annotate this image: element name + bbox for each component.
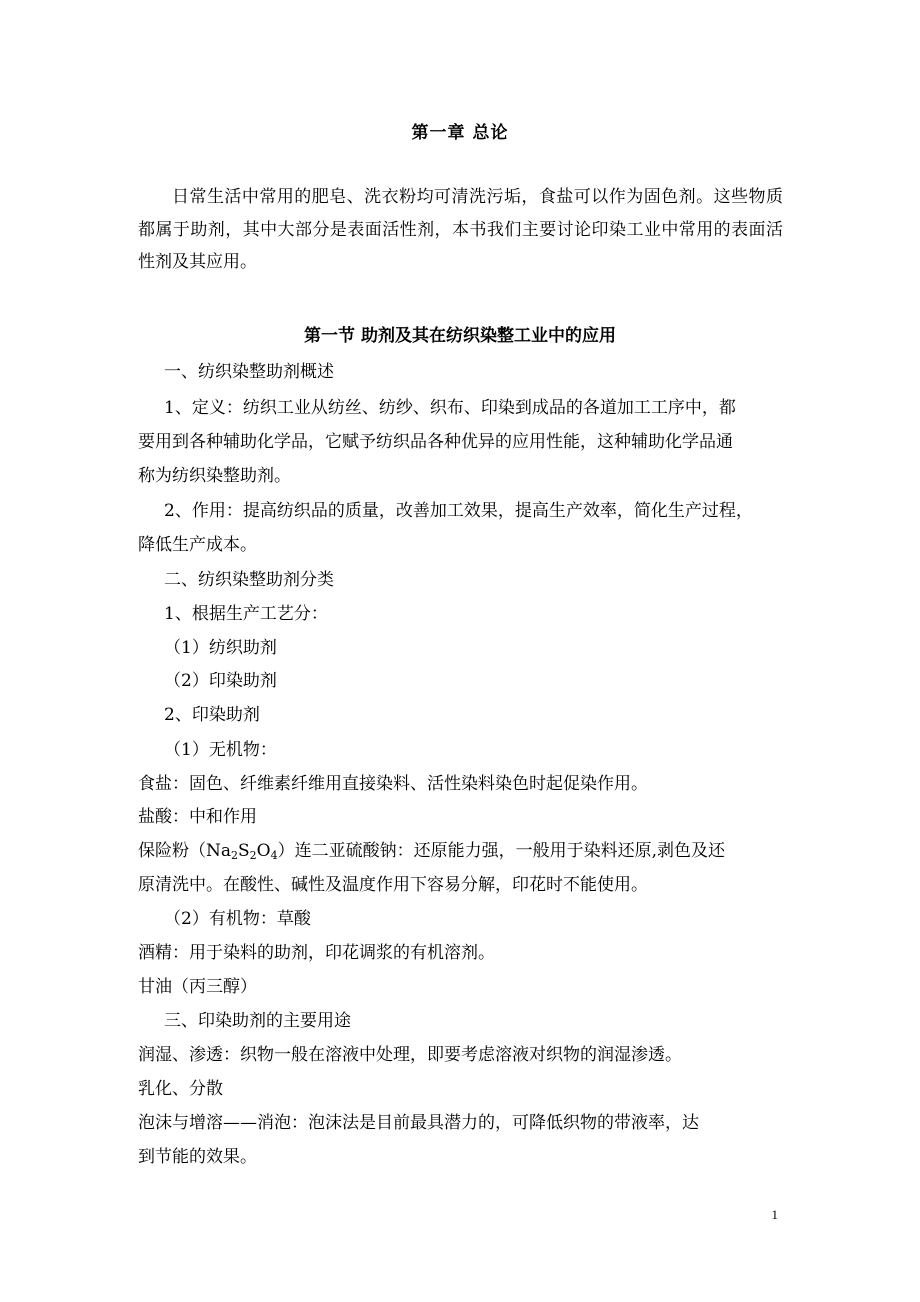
foam-line-2: 到节能的效果。 xyxy=(138,1147,257,1167)
class-textile-auxiliary: （1）纺织助剂 xyxy=(164,638,277,658)
hcl-line: 盐酸：中和作用 xyxy=(138,807,257,827)
chapter-title: 第一章 总论 xyxy=(411,123,509,143)
function-line-1: 2、作用：提高纺织品的质量，改善加工效果，提高生产效率，简化生产过程， xyxy=(164,501,753,521)
inorganic-heading: （1）无机物： xyxy=(164,740,277,760)
definition-line-3: 称为纺织染整助剂。 xyxy=(138,466,291,486)
function-line-2: 降低生产成本。 xyxy=(138,535,257,555)
wetting-line: 润湿、渗透：织物一般在溶液中处理，即要考虑溶液对织物的润湿渗透。 xyxy=(138,1045,682,1065)
definition-line-1: 1、定义：纺织工业从纺丝、纺纱、织布、印染到成品的各道加工工序中，都 xyxy=(164,398,736,418)
class-by-process: 1、根据生产工艺分： xyxy=(164,604,328,624)
heading-classification: 二、纺织染整助剂分类 xyxy=(164,570,334,590)
page-number: 1 xyxy=(771,1207,778,1222)
intro-paragraph: 日常生活中常用的肥皂、洗衣粉均可清洗污垢，食盐可以作为固色剂。这些物质都属于助剂，其中大部分是表面活性剂，本书我们主要讨论印染工业中常用的表面活性剂及其应用。 xyxy=(138,187,783,272)
sodium-dithionite-line-2: 原清洗中。在酸性、碱性及温度作用下容易分解，印花时不能使用。 xyxy=(138,875,648,895)
organic-heading: （2）有机物：草酸 xyxy=(164,909,311,929)
heading-main-uses: 三、印染助剂的主要用途 xyxy=(164,1011,351,1031)
section-title: 第一节 助剂及其在纺织染整工业中的应用 xyxy=(304,326,616,346)
glycerin-line: 甘油（丙三醇） xyxy=(138,977,257,997)
emulsify-line: 乳化、分散 xyxy=(138,1079,223,1099)
foam-line-1: 泡沫与增溶——消泡：泡沫法是目前最具潜力的，可降低织物的带液率，达 xyxy=(138,1113,699,1133)
definition-line-2: 要用到各种辅助化学品，它赋予纺织品各种优异的应用性能，这种辅助化学品通 xyxy=(138,432,733,452)
sodium-dithionite-line-1: 保险粉$(Na_2S_2O_4)$连二亚硫酸钠：还原能力强，一般用于染料还原,剥色及还 xyxy=(138,841,726,862)
heading-overview: 一、纺织染整助剂概述 xyxy=(164,362,334,382)
dyeing-auxiliary-heading: 2、印染助剂 xyxy=(164,705,260,725)
salt-line: 食盐：固色、纤维素纤维用直接染料、活性染料染色时起促染作用。 xyxy=(138,774,648,794)
alcohol-line: 酒精：用于染料的助剂，印花调浆的有机溶剂。 xyxy=(138,943,495,963)
class-dyeing-auxiliary: （2）印染助剂 xyxy=(164,671,277,691)
